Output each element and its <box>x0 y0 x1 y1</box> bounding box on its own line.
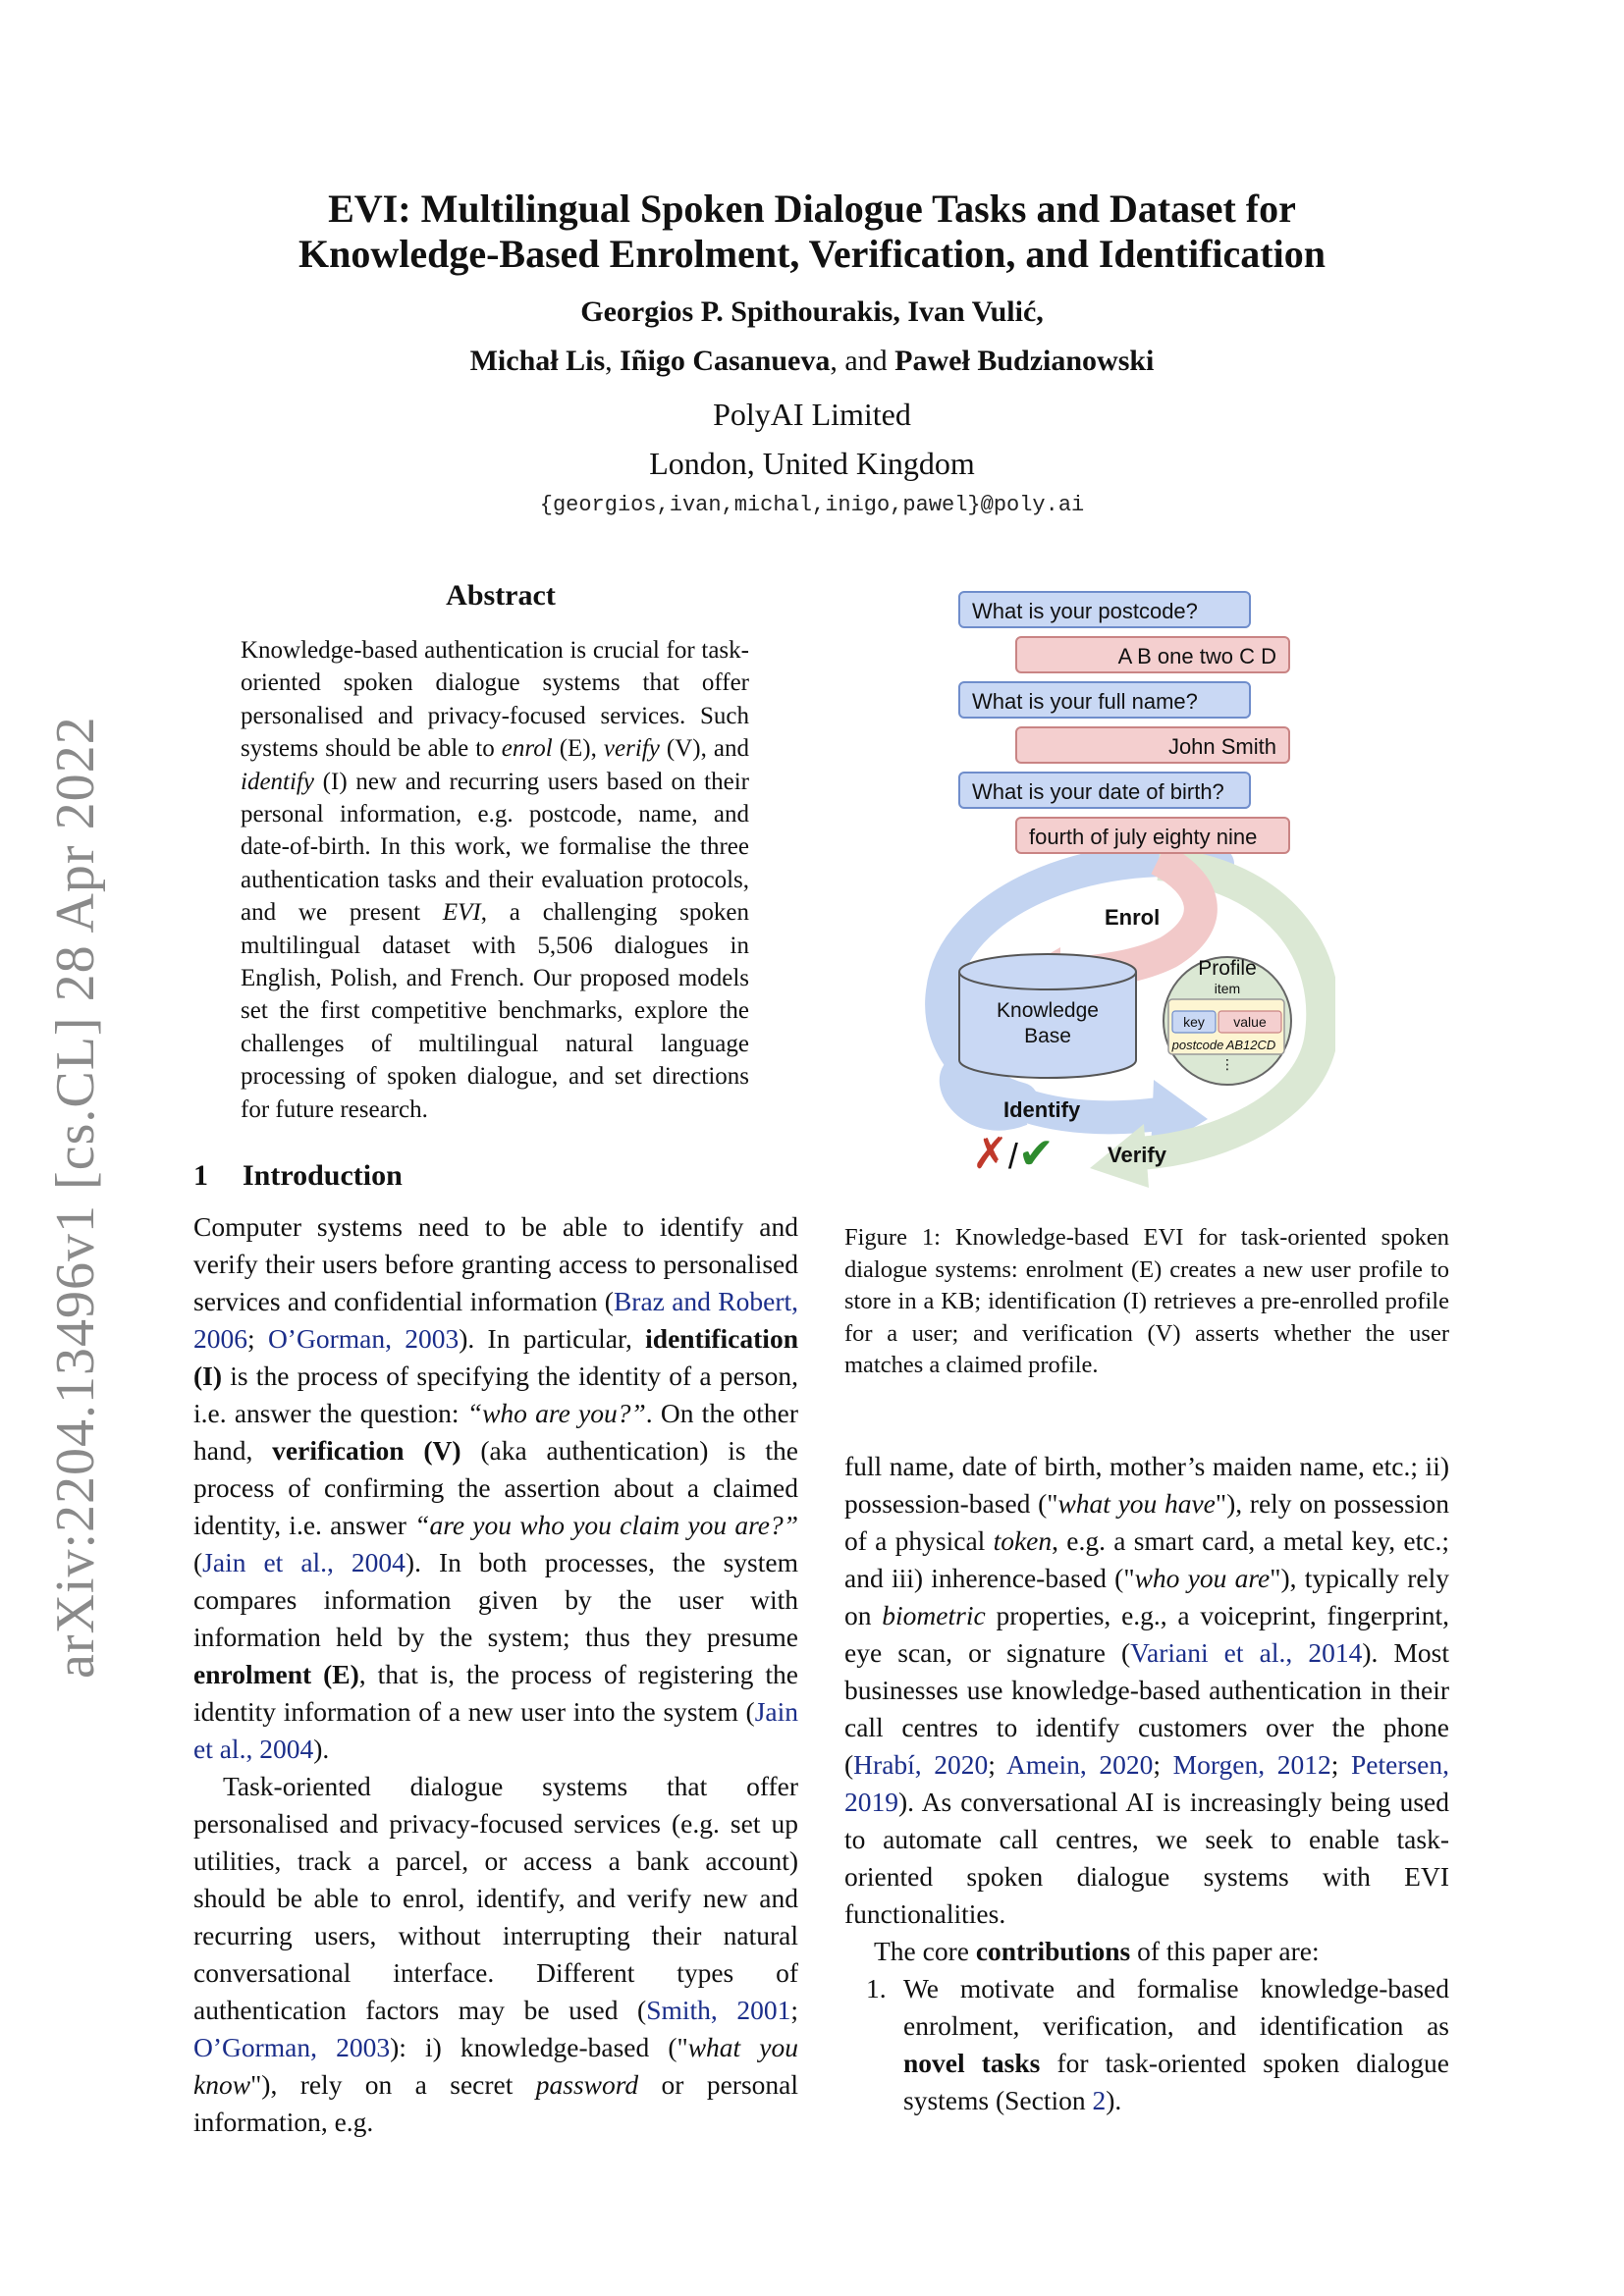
body-text: properties, e.g., a voiceprint, fingerprint, eye scan, or signature ( <box>844 1600 1450 1668</box>
citation-link[interactable]: O’Gorman, 2003 <box>193 2032 391 2063</box>
author-separator: , and <box>830 345 895 377</box>
body-text: full name, date of birth, mother’s maiden name, etc.; ii) possession-based (" <box>844 1451 1449 1519</box>
body-text: , e.g. a smart card, a metal key, etc.; and iii) inherence-based (" <box>844 1525 1449 1593</box>
body-text: "), rely on a secret <box>250 2069 536 2101</box>
paper-header <box>0 187 1624 517</box>
body-text: or personal information, e.g. <box>193 2069 798 2138</box>
citation-link[interactable]: Morgen, 2012 <box>1172 1749 1331 1780</box>
body-text: "), rely on possession of a physical <box>844 1488 1449 1556</box>
profile-value-label: value <box>1233 1014 1267 1030</box>
author-lis: Michał Lis <box>469 345 606 377</box>
abstract-heading: Abstract <box>446 579 556 612</box>
section-ref-link[interactable]: 2 <box>1092 2085 1107 2115</box>
figure-1-caption <box>844 1222 1449 1382</box>
section-number: 1 <box>193 1159 208 1193</box>
body-text: , that is, the process of registering the identity information of a new user into the system ( <box>193 1659 798 1728</box>
figure-1 <box>923 579 1335 1207</box>
body-text: Task-oriented dialogue systems that offer personalised and privacy-focused services (e.g. set up utilities, track a parcel, or access a bank account) should be able to enrol, identify, and verify new and recurring users, without interrupting their natural conversational interface. Different types of authentication factors may be used ( <box>193 1771 798 2026</box>
body-text: The core <box>874 1936 976 1966</box>
citation-link[interactable]: Braz and Robert, 2006 <box>193 1286 798 1355</box>
body-text: ): i) knowledge-based (" <box>390 2032 688 2063</box>
author-separator: , <box>605 345 621 377</box>
knowledge-base-label <box>974 998 1121 1049</box>
body-bold: identification (I) <box>193 1323 798 1392</box>
body-text: for task-oriented spoken dialogue systems (Section <box>903 2048 1449 2115</box>
body-text: ). In both processes, the system compares information given by the user with information held by the system; thus they presume <box>193 1547 798 1653</box>
profile-postcode-value: AB12CD <box>1225 1038 1276 1052</box>
body-text: ). Most businesses use knowledge-based authentication in their call centres to identify customers over the phone ( <box>844 1637 1450 1780</box>
body-text: ; <box>1330 1749 1351 1780</box>
citation-link[interactable]: Petersen, 2019 <box>844 1749 1450 1817</box>
body-italic: what you know <box>193 2032 798 2101</box>
body-text: "), typically rely on <box>844 1563 1449 1630</box>
body-text: ; <box>1153 1749 1173 1780</box>
location: London, United Kingdom <box>649 446 975 481</box>
body-text: ( <box>193 1547 203 1578</box>
section-heading-introduction <box>193 1159 798 1193</box>
body-italic: token <box>993 1525 1053 1556</box>
profile-item-label: item <box>1214 981 1241 996</box>
left-column <box>193 579 798 2141</box>
intro-paragraph-1 <box>193 1208 798 1768</box>
authors-line-1: Georgios P. Spithourakis, Ivan Vulić, <box>580 295 1044 328</box>
outcome-marks <box>972 1131 1055 1180</box>
body-italic: “are you who you claim you are?” <box>414 1510 798 1541</box>
body-text: ). <box>313 1734 330 1765</box>
body-text: (aka authentication) is the process of confirming the assertion about a claimed identity, i.e. answer <box>193 1435 798 1541</box>
list-item-number: 1. <box>866 1973 887 2003</box>
intro-paragraph-4 <box>844 1933 1449 1970</box>
abstract-text: (I) new and recurring users based on their personal information, e.g. postcode, name, and date-of-birth. In this work, we formalise the three authentication tasks and their evaluation protocols, and we present <box>241 768 749 927</box>
answer-full-name: John Smith <box>1015 726 1290 764</box>
body-text: ; <box>247 1323 268 1355</box>
body-text: of this paper are: <box>1130 1936 1320 1966</box>
question-postcode: What is your postcode? <box>958 591 1251 628</box>
body-bold: novel tasks <box>903 2048 1041 2078</box>
citation-link[interactable]: Smith, 2001 <box>646 1995 791 2026</box>
body-bold: contributions <box>975 1936 1131 1966</box>
citation-link[interactable]: Amein, 2020 <box>1006 1749 1154 1780</box>
citation-link[interactable]: Jain et al., 2004 <box>202 1547 406 1578</box>
body-text: Computer systems need to be able to identify and verify their users before granting access to personalised services and confidential information ( <box>193 1211 798 1317</box>
body-text: ; <box>790 1995 798 2026</box>
profile-more-items-icon: ⋮ <box>1220 1056 1234 1072</box>
body-bold: verification (V) <box>272 1435 461 1467</box>
section-title: Introduction <box>243 1159 403 1193</box>
abstract-text: (V), and <box>659 735 749 763</box>
abstract-body <box>241 634 749 1126</box>
answer-date-of-birth: fourth of july eighty nine <box>1015 817 1290 854</box>
cross-icon: ✗ <box>972 1130 1008 1178</box>
right-column <box>844 1448 1449 2119</box>
profile-postcode-key: postcode <box>1171 1038 1224 1052</box>
citation-link[interactable]: O’Gorman, 2003 <box>267 1323 460 1355</box>
abstract-text: Knowledge-based authentication is crucial for task-oriented spoken dialogue systems that offer personalised and privacy-focused services. Such systems should be able to <box>241 637 749 763</box>
body-italic: password <box>535 2069 639 2101</box>
authors-line-2 <box>0 344 1624 379</box>
check-icon: ✔ <box>1017 1130 1055 1178</box>
body-text: . On the other hand, <box>193 1398 798 1467</box>
contributions-list <box>844 1970 1449 2119</box>
citation-link[interactable]: Variani et al., 2014 <box>1130 1637 1363 1668</box>
kb-label-line-2: Base <box>1024 1025 1071 1047</box>
body-text: ). In particular, <box>459 1323 646 1355</box>
abstract-text: , a challenging spoken multilingual dataset with 5,506 dialogues in English, Polish, and French. Our proposed models set the first competitive benchmarks, explore the challenges of multilingual natural language processing of spoken dialogue, and set directions for future research. <box>241 899 749 1123</box>
affiliation: PolyAI Limited <box>713 397 911 432</box>
slash-separator: / <box>1007 1136 1018 1176</box>
citation-link[interactable]: Hrabí, 2020 <box>853 1749 989 1780</box>
question-full-name: What is your full name? <box>958 681 1251 719</box>
knowledge-base-top <box>959 954 1136 989</box>
author-budzianowski: Paweł Budzianowski <box>894 345 1155 377</box>
body-text: is the process of specifying the identity of a person, i.e. answer the question: <box>193 1361 798 1429</box>
body-text: ). As conversational AI is increasingly being used to automate call centres, we seek to enable task-oriented spoken dialogue systems with EVI functionalities. <box>844 1787 1449 1929</box>
body-italic: biometric <box>882 1600 986 1630</box>
intro-paragraph-3 <box>844 1448 1449 1933</box>
list-item <box>844 1970 1449 2119</box>
email: {georgios,ivan,michal,inigo,pawel}@poly.ai <box>539 493 1085 517</box>
body-text: We motivate and formalise knowledge-based enrolment, verification, and identification as <box>903 1973 1449 2041</box>
enrol-label: Enrol <box>1105 905 1161 930</box>
body-italic: what you have <box>1057 1488 1216 1519</box>
abstract-emph: identify <box>241 768 314 795</box>
paper-title-line-1: EVI: Multilingual Spoken Dialogue Tasks and Dataset for <box>328 187 1296 231</box>
abstract-emph: EVI <box>442 899 481 927</box>
profile-label: Profile <box>1198 957 1257 980</box>
body-italic: who you are <box>1134 1563 1271 1593</box>
question-date-of-birth: What is your date of birth? <box>958 772 1251 809</box>
author-casanueva: Iñigo Casanueva <box>620 345 831 377</box>
verify-label: Verify <box>1108 1143 1166 1167</box>
arxiv-stamp: arXiv:2204.13496v1 [cs.CL] 28 Apr 2022 <box>45 716 106 1679</box>
intro-paragraph-2 <box>193 1768 798 2141</box>
profile-key-label: key <box>1183 1014 1205 1030</box>
paper-title-line-2: Knowledge-Based Enrolment, Verification, and Identification <box>298 232 1326 276</box>
identify-label: Identify <box>1003 1097 1081 1122</box>
body-italic: “who are you?” <box>466 1398 646 1429</box>
caption-text: Knowledge-based EVI for task-oriented spoken dialogue systems: enrolment (E) creates a new user profile to store in a KB; identification (I) retrieves a pre-enrolled profile for a user; and verification (V) asserts whether the user matches a claimed profile. <box>844 1224 1449 1379</box>
body-bold: enrolment (E) <box>193 1659 359 1690</box>
citation-link[interactable]: Jain et al., 2004 <box>193 1696 798 1765</box>
abstract-emph: verify <box>603 735 660 763</box>
body-text: ). <box>1106 2085 1122 2115</box>
body-text: ; <box>988 1749 1007 1780</box>
answer-postcode: A B one two C D <box>1015 636 1290 673</box>
abstract-emph: enrol <box>501 735 553 763</box>
kb-label-line-1: Knowledge <box>997 999 1099 1022</box>
caption-label: Figure 1: <box>844 1224 941 1251</box>
abstract-text: (E), <box>552 735 604 763</box>
